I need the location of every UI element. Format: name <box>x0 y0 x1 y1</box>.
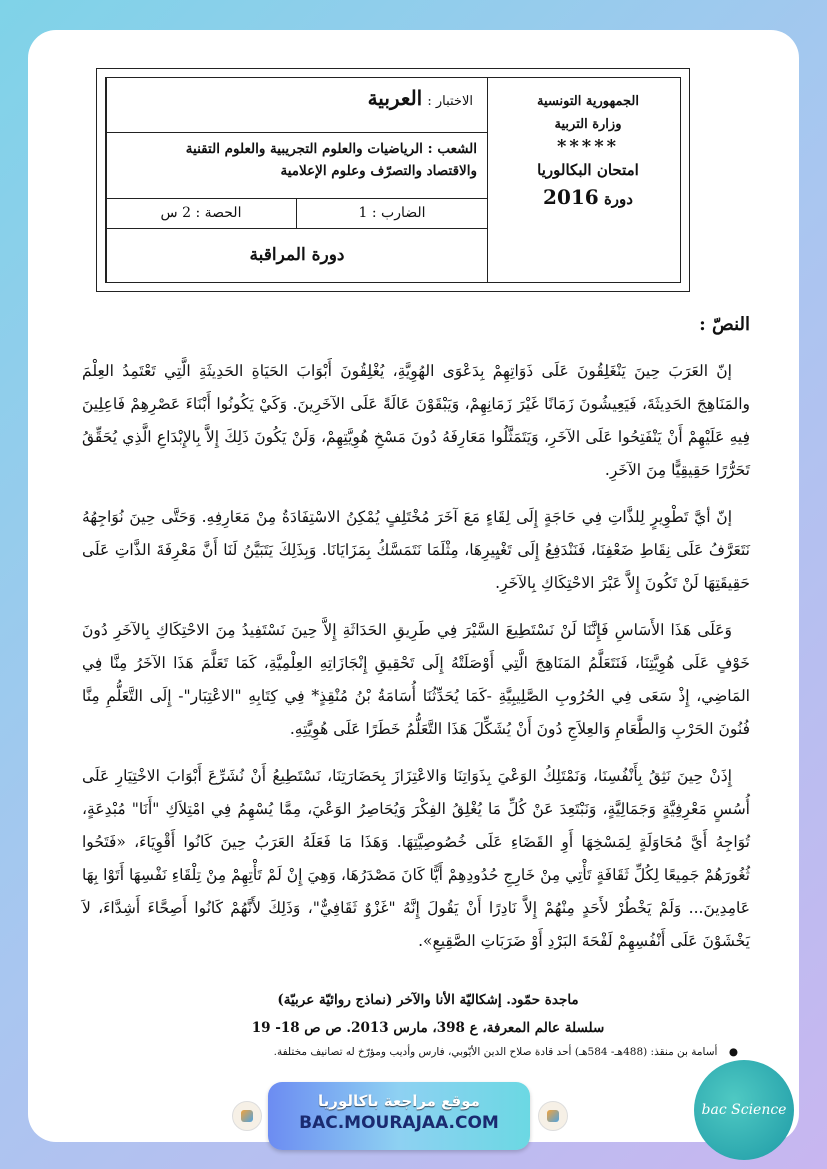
footnote-text: أسامة بن منقذ: (488هـ- 584هـ) أحد قادة صلاح الدين الأيّوبي، فارس وأديب ومؤرّخ له تصانيف مختلفة. <box>273 1046 718 1058</box>
branches-line-2: والاقتصاد والتصرّف وعلوم الإعلامية <box>280 163 477 179</box>
duration: الحصة : 2 س <box>160 205 242 221</box>
branches-label: الشعب : <box>427 141 477 157</box>
session-year: 2016 <box>543 185 599 209</box>
country-name: الجمهورية التونسية <box>537 94 639 109</box>
text-body <box>82 308 750 972</box>
branches-line-1: الرياضيات والعلوم التجريبية والعلوم التقنية <box>185 141 423 157</box>
bac-science-logo-text: bac Science <box>701 1102 787 1118</box>
coefficient: الضارب : 1 <box>296 198 487 228</box>
duration-row <box>106 198 488 229</box>
session-label: دورة <box>603 190 633 208</box>
paragraph-2: إنّ أيَّ تَطْوِيرٍ لِلذَّاتِ فِي حَاجَةٍ إِلَى لِقَاءٍ مَعَ آخَرَ مُخْتَلِفٍ يُمْكِنُ الاسْتِفَادَةُ مِنْ مَعَارِفِهِ. وَحَتَّى حِينَ نُوَاجِهُهُ نَتَعَرَّفُ عَلَى نِقَاطِ ضَعْفِنَا، فَنَنْدَفِعُ إِلَى تَغْيِيرِهَا، مِثْلَمَا نَتَمَسَّكُ بِمَزَايَانَا. وَبِذَلِكَ يَتَبَيَّنُ لَنَا أَنَّ مَعْرِفَةَ الذَّاتِ عَلَى حَقِيقَتِهَا لَنْ تَكُونَ إِلاَّ عَبْرَ الاحْتِكَاكِ بِالآخَرِ. <box>82 508 750 592</box>
site-banner-link[interactable] <box>268 1082 530 1150</box>
stars-decoration: ***** <box>556 136 620 157</box>
footnote <box>148 1046 738 1058</box>
header-info-block <box>106 78 486 282</box>
exam-header-inner <box>105 77 681 283</box>
bullet-icon: ● <box>728 1046 738 1058</box>
session-type: دورة المراقبة <box>249 245 345 265</box>
exam-header <box>96 68 690 292</box>
test-row <box>106 78 488 133</box>
test-name: العربية <box>367 86 423 110</box>
source-author: ماجدة حمّود. إشكاليّة الأنا والآخر (نماذج روائيّة عربيّة) <box>277 992 579 1008</box>
source-publication: سلسلة عالم المعرفة، ع 398، مارس 2013. ص ص 18- 19 <box>251 1020 605 1036</box>
banner-title: موقع مراجعة باكالوريا <box>318 1092 480 1110</box>
session-line <box>496 179 680 209</box>
page-sheet <box>28 30 799 1142</box>
test-label: الاختبار : <box>427 94 473 109</box>
banner-url: BAC.MOURAJAA.COM <box>299 1113 499 1133</box>
site-logo-icon-right <box>538 1101 568 1131</box>
ministry-name: وزارة التربية <box>554 117 622 132</box>
text-title: النصّ : <box>699 314 750 335</box>
bac-science-logo <box>694 1060 794 1160</box>
branches-row <box>106 132 488 199</box>
source-citation <box>218 986 638 1042</box>
paragraph-4: إِذَنْ حِينَ نَثِقُ بِأَنْفُسِنَا، وَنَمْتَلِكُ الوَعْيَ بِذَوَاتِنَا وَالاعْتِزَازَ بِحَضَارَتِنَا، نَسْتَطِيعُ أَنْ نُشَرِّعَ أَبْوَابَ الاخْتِيَارِ عَلَى أُسُسٍ مَعْرِفِيَّةٍ وَجَمَالِيَّةٍ، وَنَبْتَعِدَ عَنْ كُلِّ مَا يُغْلِقُ الفِكْرَ وَيُحَاصِرُ الوَعْيَ، مِمَّا يُسْهِمُ فِي امْتِلاَكِ "أَنَا" مُبْدِعَةٍ، تُوَاجِهُ أَيَّ مُحَاوَلَةٍ لِمَسْخِهَا أَوِ القَضَاءِ عَلَى خُصُوصِيَّتِهَا. وَهَذَا مَا فَعَلَهُ العَرَبُ حِينَ كَانُوا أَقْوِيَاءَ، «فَتَحُوا ثُغُورَهُمْ جَمِيعًا لِكُلِّ ثَقَافَةٍ تَأْتِي مِنْ خَارِجِ حُدُودِهِمْ أَيًّا كَانَ مَصْدَرُهَا، وَهِيَ إِنْ لَمْ تَأْتِهِمْ مِنْ تِلْقَاءِ نَفْسِهَا أَتَوْا بِهَا عَامِدِينَ... وَلَمْ يَخْطُرْ لأَحَدٍ مِنْهُمْ إِلاَّ نَادِرًا أَنْ يَقُولَ إِنَّهُ "غَزْوٌ ثَقَافِيٌّ"، وَذَلِكَ لأَنَّهُمْ كَانُوا أَصِحَّاءَ أَشِدَّاءَ، لاَ يَخْشَوْنَ عَلَى أَنْفُسِهِمْ لَفْحَةَ البَرْدِ أَوْ ضَرَبَاتِ الصَّقِيعِ». <box>82 767 750 950</box>
exam-name: امتحان البكالوريا <box>537 161 639 179</box>
site-logo-icon-left <box>232 1101 262 1131</box>
paragraph-1: إنّ العَرَبَ حِينَ يَنْغَلِقُونَ عَلَى ذَوَاتِهِمْ بِدَعْوَى الهُوِيَّةِ، يُغْلِقُونَ أَبْوَابَ الحَيَاةِ الحَدِيثَةِ الَّتِي تَعْتَمِدُ العِلْمَ والمَنَاهِجَ الحَدِيثَةَ، فَيَعِيشُونَ زَمَانًا غَيْرَ زَمَانِهِمْ، وَيَبْقَوْنَ عَالَةً عَلَى الآخَرِينَ. وَكَيْ يَكُونُوا أَبْنَاءَ عَصْرِهِمْ فَاعِلِينَ فِيهِ عَلَيْهِمْ أَنْ يَنْفَتِحُوا عَلَى الآخَرِ، وَيَتَمَثَّلُوا مَعَارِفَهُ دُونَ مَسْخِ هُوِيَّتِهِمْ، وَلَنْ يَكُونَ ذَلِكَ إِلاَّ بِالإِبْدَاعِ الَّذِي يُحَقِّقُ تَحَرُّرًا حَقِيقِيًّا مِنَ الآخَرِ. <box>82 362 750 479</box>
paragraph-3: وَعَلَى هَذَا الأَسَاسِ فَإِنَّنَا لَنْ نَسْتَطِيعَ السَّيْرَ فِي طَرِيقِ الحَدَاثَةِ إِلاَّ حِينَ نَسْتَفِيدُ مِنَ الاحْتِكَاكِ بِالآخَرِ دُونَ خَوْفٍ عَلَى هُوِيَّتِنَا، فَنَتَعَلَّمُ المَنَاهِجَ الَّتِي أَوْصَلَتْهُ إِلَى تَحْقِيقِ إِنْجَازَاتِهِ العِلْمِيَّةِ، كَمَا تَعَلَّمَ هَذَا الآخَرُ مِنَّا فِي المَاضِي، إِذْ سَعَى فِي الحُرُوبِ الصَّلِيبِيَّةِ -كَمَا يُحَدِّثُنَا أُسَامَةُ بْنُ مُنْقِذٍ* فِي كِتَابِهِ "الاعْتِبَار"- إِلَى التَّعَلُّمِ مِنَّا فُنُونَ الحَرْبِ وَالطَّعَامِ وَالعِلاَجِ دُونَ أَنْ يُشَكِّلَ هَذَا التَّعَلُّمُ خَطَرًا عَلَى هُوِيَّتِهِ. <box>82 621 750 738</box>
session-type-row <box>106 228 488 282</box>
header-country-block <box>496 78 680 282</box>
